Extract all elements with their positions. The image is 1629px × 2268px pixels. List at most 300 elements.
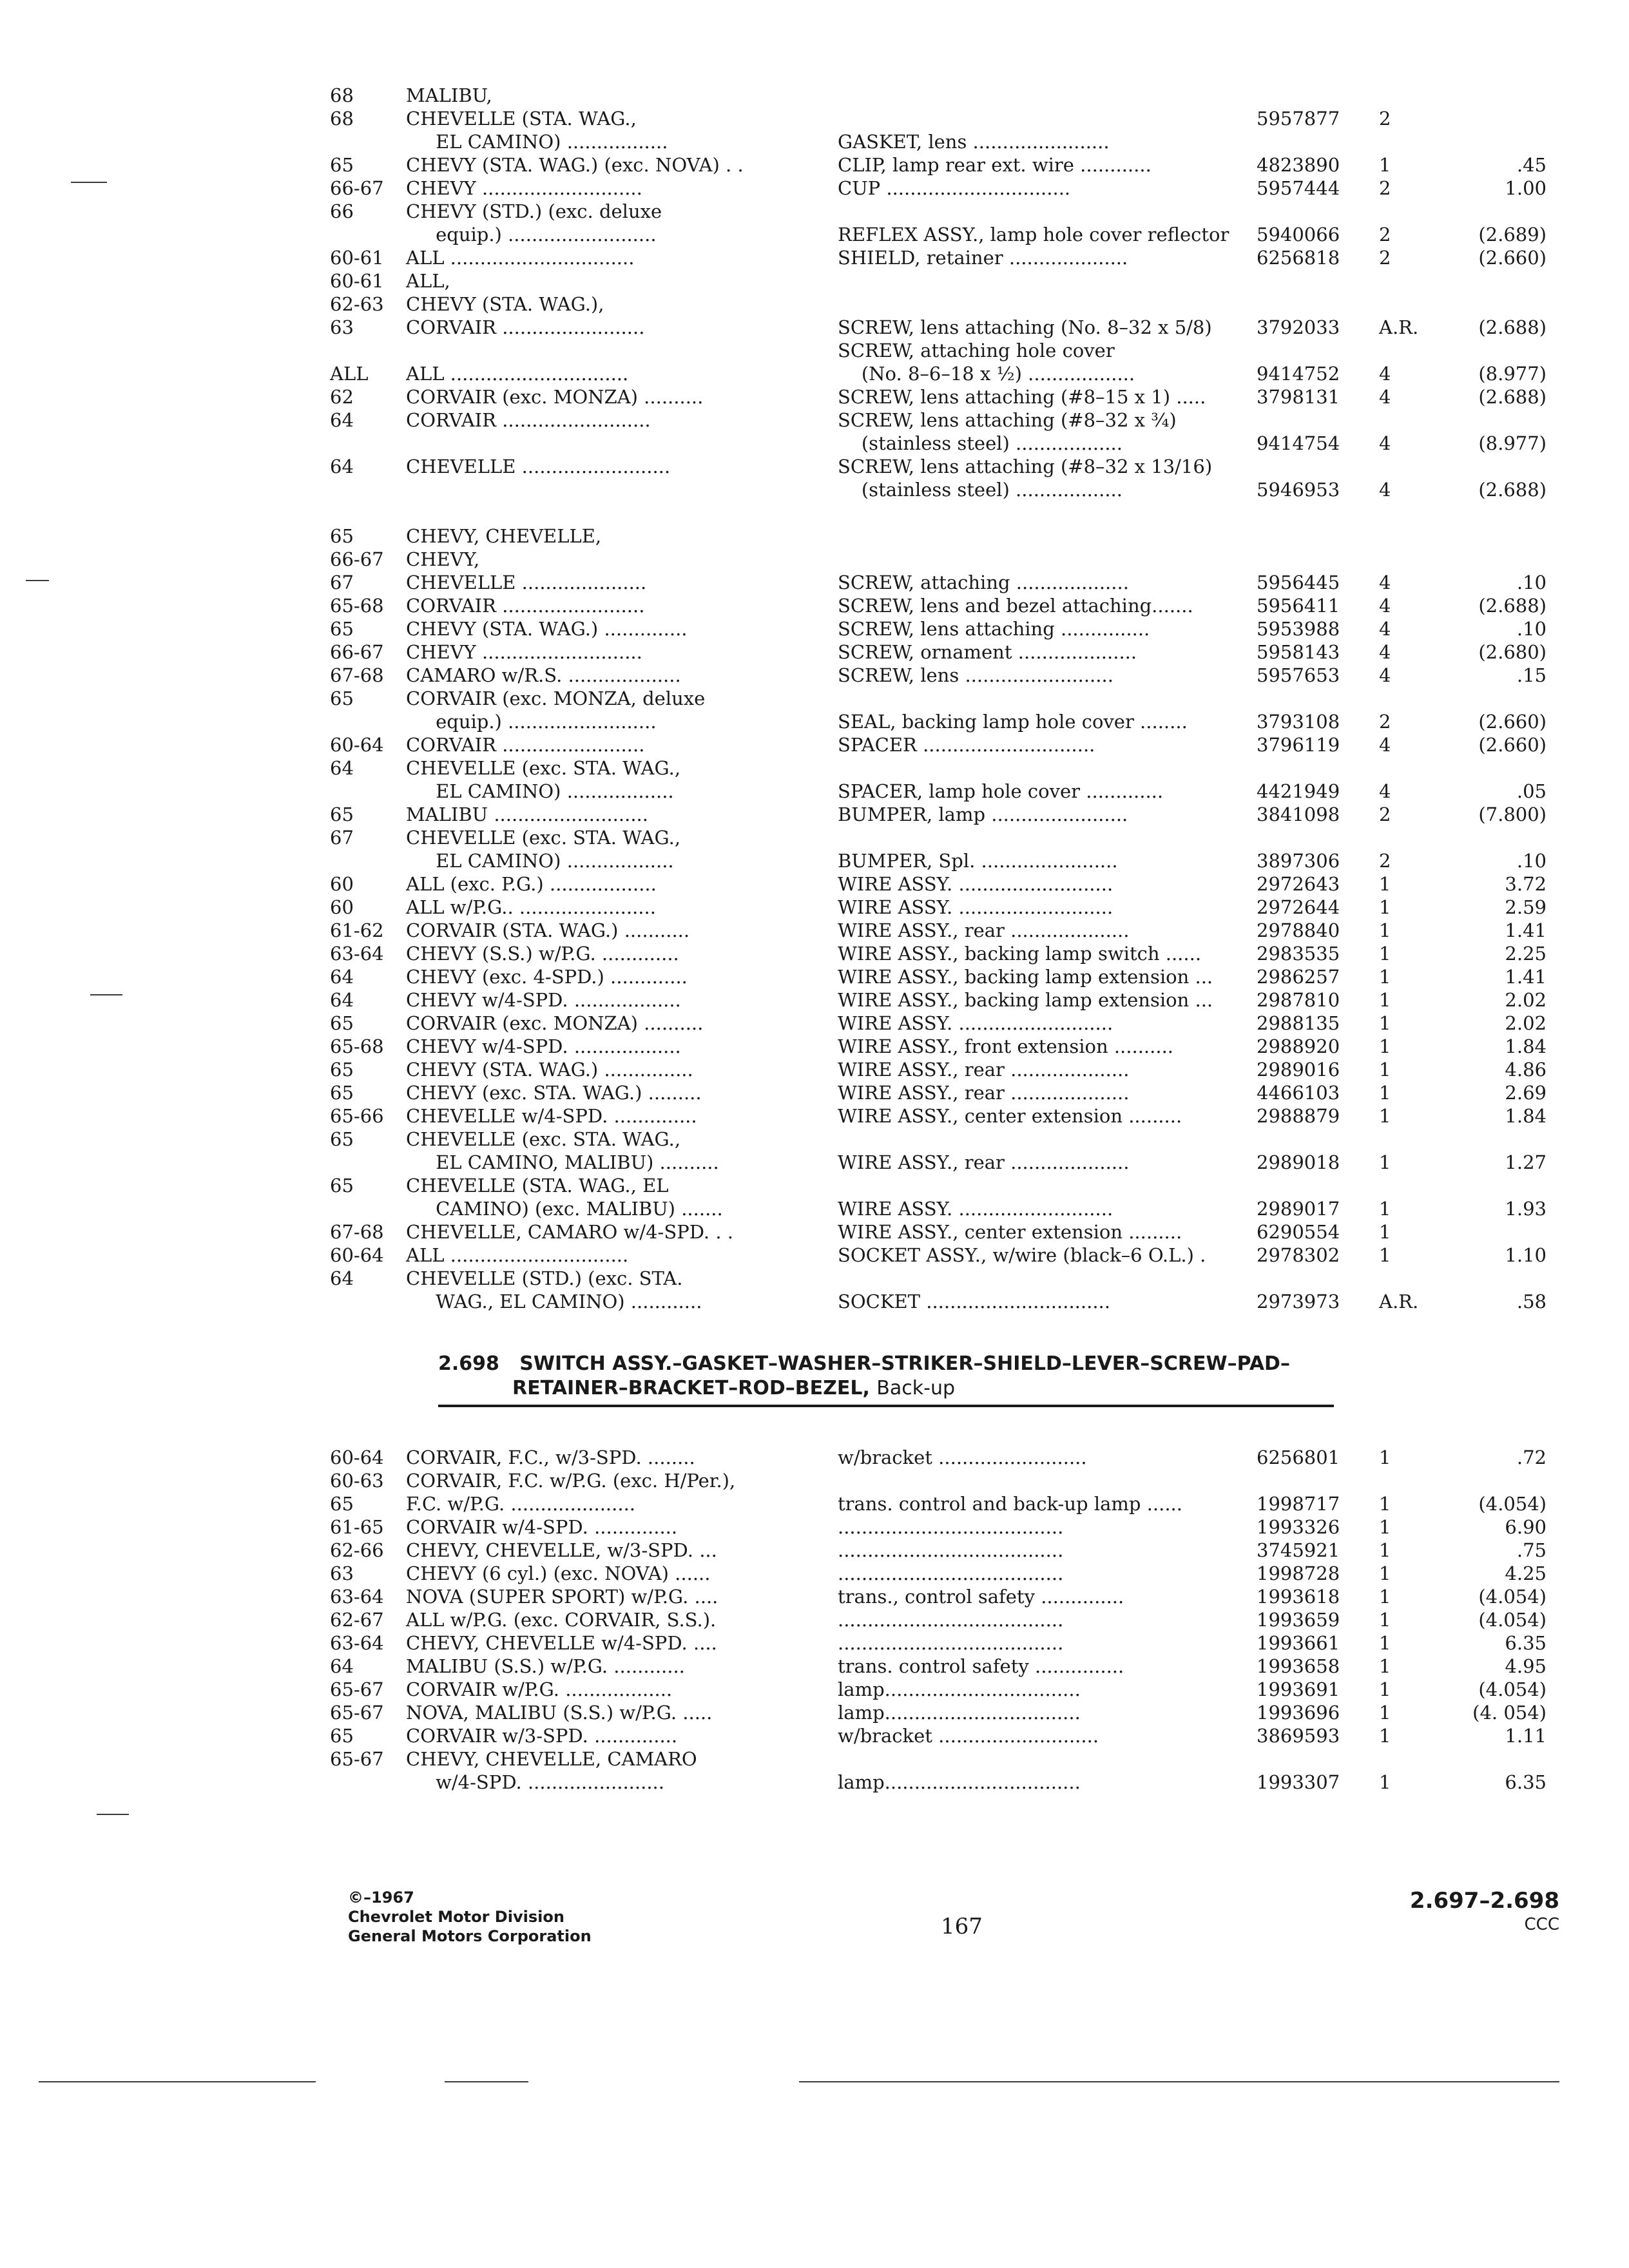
quantity [1379,408,1431,432]
model-description: CHEVELLE ..................... [406,572,647,593]
quantity [1379,548,1431,571]
model-year: 62-63 [330,293,384,315]
quantity [1379,1469,1431,1492]
part-number: 4421949 [1257,780,1340,802]
model-description: CHEVELLE (exc. STA. WAG., [406,827,681,849]
table-row [322,316,1547,339]
part-number: 3792033 [1257,316,1340,338]
group-or-price: 2.59 [1505,896,1547,918]
group-or-price: .10 [1516,850,1547,872]
section-number: 2.698 [438,1352,499,1375]
model-year: 65 [330,687,354,709]
model-year [322,478,406,501]
model-description: equip.) ......................... [406,711,657,733]
table-row [322,1012,1547,1035]
group-or-price: 4.95 [1505,1655,1547,1677]
model-year: 67 [330,572,354,593]
model-year: 60-64 [330,1244,384,1266]
part-description: CUP ............................... [838,177,1071,199]
model-description: CHEVY (exc. 4-SPD.) ............. [406,966,688,988]
group-or-price: .10 [1516,572,1547,593]
quantity [1379,1747,1431,1771]
part-number: 3897306 [1257,850,1340,872]
part-number: 2972643 [1257,873,1340,895]
part-number: 3796119 [1257,734,1340,756]
part-number [1257,130,1379,153]
part-number: 1993326 [1257,1516,1340,1538]
part-description: SEAL, backing lamp hole cover ........ [838,711,1188,733]
group-or-price: (2.660) [1478,711,1547,733]
model-description: CHEVELLE (STA. WAG., EL [406,1175,669,1196]
model-year: 64 [330,409,354,431]
model-year: 65 [330,1725,354,1747]
group-or-price: 4.86 [1505,1059,1547,1081]
table-row [322,1469,1547,1492]
table-row [322,687,1547,710]
quantity: 1 [1379,1725,1391,1747]
group-or-price [1431,1174,1547,1197]
publisher-block [348,1888,592,1946]
part-number: 1993691 [1257,1678,1340,1700]
group-or-price [1431,455,1547,478]
group-or-price: 1.41 [1505,966,1547,988]
group-or-price: 6.35 [1505,1771,1547,1793]
part-number: 4466103 [1257,1082,1340,1104]
part-number [1257,548,1379,571]
part-description [818,293,1257,316]
margin-mark [26,580,49,581]
part-description: WIRE ASSY. .......................... [838,873,1113,895]
group-or-price [1431,548,1547,571]
model-year: 65 [330,1493,354,1515]
part-description: WIRE ASSY., center extension ......... [838,1221,1182,1243]
model-year: 67-68 [330,1221,384,1243]
part-description: SCREW, lens attaching (#8–32 x ¾) [838,409,1177,431]
table-row [322,617,1547,640]
group-or-price: 6.35 [1505,1632,1547,1654]
quantity [1379,269,1431,293]
model-description: CHEVY (STD.) (exc. deluxe [406,200,662,222]
model-year: 65-67 [330,1702,384,1724]
part-description [818,1469,1257,1492]
table-row [322,1174,1547,1197]
part-description: SCREW, ornament .................... [838,641,1137,663]
model-year: 64 [330,456,354,477]
part-number: 3793108 [1257,711,1340,733]
model-year [322,223,406,246]
model-description [406,339,818,362]
group-or-price [1431,1469,1547,1492]
model-description: CHEVY (exc. STA. WAG.) ......... [406,1082,702,1104]
part-number: 6290554 [1257,1221,1340,1243]
group-or-price: (2.660) [1478,247,1547,269]
model-description: NOVA, MALIBU (S.S.) w/P.G. ..... [406,1702,713,1724]
quantity: 2 [1379,803,1391,825]
part-description: trans. control and back-up lamp ...... [838,1493,1182,1515]
quantity: 1 [1379,1198,1391,1220]
part-number [1257,293,1379,316]
part-number: 2983535 [1257,943,1340,965]
table-row [322,1104,1547,1128]
model-description [406,478,818,501]
table-row [322,1446,1547,1469]
model-description: CORVAIR w/3-SPD. .............. [406,1725,678,1747]
part-description: w/bracket ........................... [838,1725,1099,1747]
model-year: 63-64 [330,943,384,965]
quantity: 1 [1379,966,1391,988]
parts-listing [322,84,1547,1794]
model-year: 67-68 [330,664,384,686]
part-description [818,269,1257,293]
quantity: 1 [1379,1244,1391,1266]
model-year: 62-66 [330,1539,384,1561]
group-or-price [1431,84,1547,107]
group-or-price: (2.660) [1478,734,1547,756]
quantity: A.R. [1379,316,1419,338]
table-row [322,385,1547,408]
part-number [1257,1469,1379,1492]
quantity [1379,1128,1431,1151]
model-year [322,1151,406,1174]
model-year [322,710,406,733]
model-description: CHEVY (STA. WAG.), [406,293,604,315]
group-or-price: .72 [1516,1446,1547,1468]
model-year: 65 [330,803,354,825]
group-or-price: 1.00 [1505,177,1547,199]
quantity [1379,84,1431,107]
part-description [818,84,1257,107]
table-row [322,524,1547,548]
part-description: trans., control safety .............. [838,1586,1124,1608]
part-description: (stainless steel) .................. [838,479,1123,501]
model-description: CORVAIR ........................ [406,734,645,756]
quantity: 1 [1379,989,1391,1011]
quantity: 4 [1379,363,1391,385]
quantity: 1 [1379,896,1391,918]
model-year [322,1197,406,1220]
model-year: 64 [330,966,354,988]
model-description: CHEVY (STA. WAG.) .............. [406,618,688,640]
part-number: 2989016 [1257,1059,1340,1081]
part-description: WIRE ASSY., front extension .......... [838,1035,1174,1057]
quantity: 1 [1379,1446,1391,1468]
part-description: BUMPER, Spl. ....................... [838,850,1118,872]
model-year: 63 [330,316,354,338]
group-or-price: 2.02 [1505,989,1547,1011]
part-description: WIRE ASSY. .......................... [838,1198,1113,1220]
model-description: CORVAIR, F.C., w/3-SPD. ........ [406,1446,695,1468]
part-number: 5940066 [1257,224,1340,245]
group-or-price: (4.054) [1478,1609,1547,1631]
table-row [322,153,1547,177]
model-description: CHEVY ........................... [406,641,642,663]
part-description: WIRE ASSY., rear .................... [838,1059,1130,1081]
part-description [818,1747,1257,1771]
table-row [322,919,1547,942]
part-description: w/bracket ......................... [838,1446,1087,1468]
model-description: EL CAMINO) ................. [406,131,668,153]
part-number: 1993618 [1257,1586,1340,1608]
quantity: 2 [1379,247,1391,269]
model-description: ALL w/P.G. (exc. CORVAIR, S.S.). [406,1609,717,1631]
group-or-price [1431,130,1547,153]
table-row [322,1058,1547,1081]
margin-mark [90,994,122,995]
part-number: 2988920 [1257,1035,1340,1057]
model-year: 60-61 [330,270,384,292]
group-or-price [1431,1267,1547,1290]
model-description: CHEVY w/4-SPD. .................. [406,1035,681,1057]
quantity: 1 [1379,1516,1391,1538]
table-row [322,1290,1547,1313]
table-row [322,1701,1547,1724]
group-or-price: 6.90 [1505,1516,1547,1538]
table-row [322,408,1547,432]
quantity: 1 [1379,1586,1391,1608]
model-description: CORVAIR (exc. MONZA) .......... [406,386,704,408]
part-number: 3745921 [1257,1539,1340,1561]
quantity: 4 [1379,479,1391,501]
part-number: 3798131 [1257,386,1340,408]
model-year: 64 [330,989,354,1011]
group-or-price: (2.688) [1478,595,1547,617]
table-row [322,1747,1547,1771]
part-number: 2972644 [1257,896,1340,918]
division: Chevrolet Motor Division [348,1908,564,1926]
table-row [322,84,1547,107]
model-description: CHEVY, CHEVELLE w/4-SPD. .... [406,1632,717,1654]
quantity: 4 [1379,595,1391,617]
model-year: 61-65 [330,1516,384,1538]
table-row [322,130,1547,153]
group-or-price [1431,1747,1547,1771]
part-number: 2988879 [1257,1105,1340,1127]
table-row [322,293,1547,316]
model-description: CORVAIR ......................... [406,409,651,431]
group-or-price: (4.054) [1478,1586,1547,1608]
quantity: 4 [1379,780,1391,802]
part-description: trans. control safety ............... [838,1655,1124,1677]
model-year: 65-67 [330,1678,384,1700]
model-year: 60-63 [330,1470,384,1492]
model-description: CHEVY w/4-SPD. .................. [406,989,681,1011]
scan-edge-line [799,2081,1559,2082]
group-or-price [1431,200,1547,223]
part-number: 2989017 [1257,1198,1340,1220]
group-or-price [1431,293,1547,316]
model-year: 65-67 [330,1748,384,1770]
model-description: CORVAIR ........................ [406,316,645,338]
part-description: WIRE ASSY., backing lamp extension ... [838,989,1213,1011]
quantity: 4 [1379,432,1391,454]
part-number [1257,1174,1379,1197]
quantity: 4 [1379,641,1391,663]
part-description: WIRE ASSY., backing lamp extension ... [838,966,1213,988]
model-year [322,780,406,803]
table-row [322,733,1547,756]
part-number: 2973973 [1257,1291,1340,1312]
model-description: CHEVELLE (STD.) (exc. STA. [406,1267,683,1289]
part-number: 5957653 [1257,664,1340,686]
part-number: 1998717 [1257,1493,1340,1515]
table-row [322,1197,1547,1220]
part-description [818,1267,1257,1290]
part-number: 2988135 [1257,1012,1340,1034]
part-number: 5958143 [1257,641,1340,663]
group-or-price: (7.800) [1478,803,1547,825]
section-title-line2: RETAINER–BRACKET–ROD–BEZEL, [512,1377,870,1399]
catalog-code: CCC [1524,1915,1559,1934]
part-number: 5946953 [1257,479,1340,501]
model-description: w/4-SPD. ....................... [406,1771,664,1793]
model-year: 60-61 [330,247,384,269]
part-number: 1998728 [1257,1562,1340,1584]
table-row [322,339,1547,362]
group-or-price [1431,687,1547,710]
scan-edge-line [39,2081,316,2082]
quantity [1379,756,1431,780]
table-row [322,107,1547,130]
table-row [322,246,1547,269]
table-row [322,1678,1547,1701]
part-number [1257,84,1379,107]
part-number: 2986257 [1257,966,1340,988]
part-number: 5956445 [1257,572,1340,593]
table-row [322,756,1547,780]
model-description: CAMARO w/R.S. ................... [406,664,681,686]
group-or-price: 1.10 [1505,1244,1547,1266]
part-description: ...................................... [838,1539,1064,1561]
model-year [322,432,406,455]
section-title-sub: Back-up [876,1377,956,1399]
quantity: 1 [1379,1702,1391,1724]
model-description: CHEVY (STA. WAG.) ............... [406,1059,693,1081]
model-description: CHEVY ........................... [406,177,642,199]
quantity: 1 [1379,1562,1391,1584]
part-number: 3841098 [1257,803,1340,825]
group-reference-block [1410,1888,1559,1936]
quantity [1379,200,1431,223]
quantity [1379,826,1431,849]
table-row [322,1081,1547,1104]
group-or-price: .58 [1516,1291,1547,1312]
model-year: 65 [330,1012,354,1034]
part-description: CLIP, lamp rear ext. wire ............ [838,154,1152,176]
part-number: 2989018 [1257,1151,1340,1173]
page-number: 167 [941,1914,983,1939]
group-or-price: 1.93 [1505,1198,1547,1220]
part-description: GASKET, lens ....................... [838,131,1110,153]
table-row [322,1539,1547,1562]
model-year: 61-62 [330,919,384,941]
table-row [322,269,1547,293]
quantity: 1 [1379,154,1391,176]
corporation: General Motors Corporation [348,1927,592,1945]
group-or-price: (8.977) [1478,363,1547,385]
spacer [322,501,1547,524]
part-description: SCREW, lens attaching (No. 8–32 x 5/8) [838,316,1212,338]
group-or-price: (2.680) [1478,641,1547,663]
group-or-price: 1.27 [1505,1151,1547,1173]
model-description: CORVAIR w/P.G. .................. [406,1678,673,1700]
quantity [1379,524,1431,548]
group-or-price: 2.25 [1505,943,1547,965]
part-description: SCREW, attaching hole cover [838,340,1115,361]
model-description: MALIBU .......................... [406,803,648,825]
table-row [322,640,1547,664]
part-description: WIRE ASSY., rear .................... [838,1151,1130,1173]
part-number [1257,524,1379,548]
group-or-price: 3.72 [1505,873,1547,895]
part-description [818,687,1257,710]
group-or-price: (2.688) [1478,386,1547,408]
table-row [322,1585,1547,1608]
table-row [322,1608,1547,1631]
part-description: (No. 8–6–18 x ½) .................. [838,363,1135,385]
model-year: ALL [330,363,369,385]
part-number: 1993658 [1257,1655,1340,1677]
part-description [818,200,1257,223]
group-or-price: (4.054) [1478,1678,1547,1700]
model-year: 65 [330,525,354,547]
copyright: ©–1967 [348,1888,414,1907]
quantity: 4 [1379,734,1391,756]
part-number: 9414754 [1257,432,1340,454]
quantity: 1 [1379,1082,1391,1104]
group-or-price: 1.84 [1505,1035,1547,1057]
model-description: ALL .............................. [406,1244,629,1266]
model-description: EL CAMINO) .................. [406,780,674,802]
quantity: 2 [1379,850,1391,872]
parts-table-middle [322,524,1547,1313]
part-number: 1993659 [1257,1609,1340,1631]
part-description: WIRE ASSY., rear .................... [838,1082,1130,1104]
group-or-price: (2.689) [1478,224,1547,245]
table-row [322,872,1547,896]
table-row [322,988,1547,1012]
table-row [322,571,1547,594]
table-row [322,177,1547,200]
model-description: NOVA (SUPER SPORT) w/P.G. .... [406,1586,718,1608]
part-number: 2987810 [1257,989,1340,1011]
model-year: 63-64 [330,1632,384,1654]
quantity: 1 [1379,919,1391,941]
quantity: 1 [1379,1221,1391,1243]
group-or-price: (4.054) [1478,1493,1547,1515]
quantity: 1 [1379,1012,1391,1034]
model-description: F.C. w/P.G. ..................... [406,1493,636,1515]
model-description: CHEVY (STA. WAG.) (exc. NOVA) . . [406,154,744,176]
table-row [322,1515,1547,1539]
table-row [322,1631,1547,1655]
model-year: 65-68 [330,1035,384,1057]
table-row [322,432,1547,455]
table-row [322,1724,1547,1747]
part-description: ...................................... [838,1562,1064,1584]
part-number: 1993696 [1257,1702,1340,1724]
part-number: 2978840 [1257,919,1340,941]
part-description [818,1128,1257,1151]
group-or-price: 2.02 [1505,1012,1547,1034]
table-row [322,1220,1547,1244]
model-description: CORVAIR (STA. WAG.) ........... [406,919,690,941]
model-year: 66-67 [330,177,384,199]
part-number: 1993307 [1257,1771,1340,1793]
group-or-price: .75 [1516,1539,1547,1561]
model-description: CHEVY, CHEVELLE, CAMARO [406,1748,697,1770]
part-description: SCREW, lens attaching (#8–32 x 13/16) [838,456,1213,477]
part-description: WIRE ASSY. .......................... [838,896,1113,918]
